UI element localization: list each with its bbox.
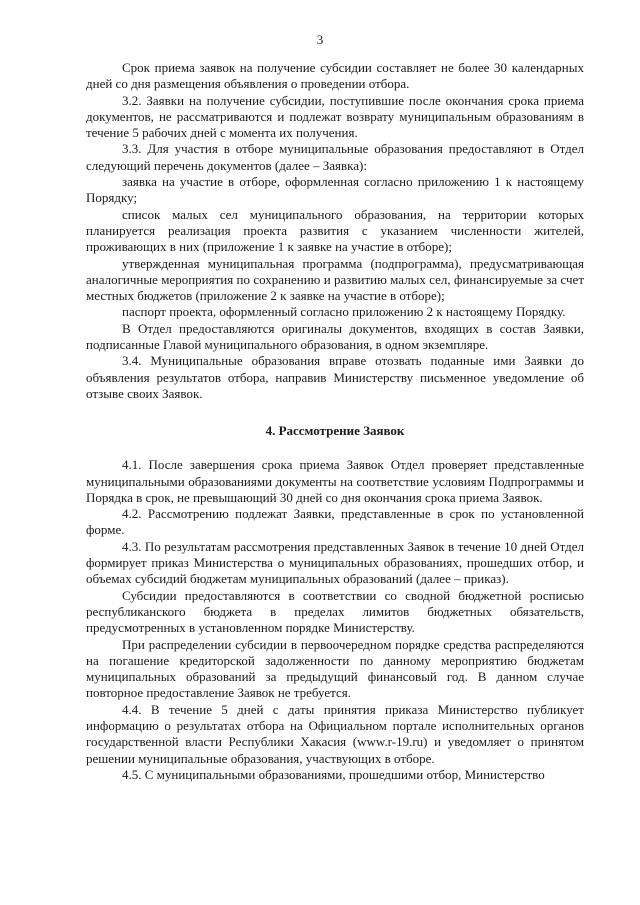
paragraph-originals: В Отдел предоставляются оригиналы документов, входящих в состав Заявки, подписанные Главой муниципального образования, в одном экземпляре. bbox=[86, 320, 584, 353]
section-heading: 4. Рассмотрение Заявок bbox=[265, 423, 405, 439]
paragraph-4-4: 4.4. В течение 5 дней с даты принятия приказа Министерство публикует информацию о результатах отбора на Официальном портале исполнительных органов государственной власти Республики Хакасия (www.r-19.ru) и уведомляет о принятом решении муниципальные образования, участвующих в отборе. bbox=[86, 701, 584, 766]
paragraph-municipal-program: утвержденная муниципальная программа (подпрограмма), предусматривающая аналогичные мероприятия по сохранению и развитию малых сел, финансируемые за счет местных бюджетов (приложение 2 к заявке на участие в отборе); bbox=[86, 255, 584, 304]
paragraph-application-form: заявка на участие в отборе, оформленная согласно приложению 1 к настоящему Порядку; bbox=[86, 174, 584, 206]
paragraph-3-2: 3.2. Заявки на получение субсидии, поступившие после окончания срока приема документов, не рассматриваются и подлежат возврату муниципальным образованиям в течение 5 рабочих дней с момента их получения. bbox=[86, 92, 584, 141]
paragraph-3-4: 3.4. Муниципальные образования вправе отозвать поданные ими Заявки до объявления результатов отбора, направив Министерству письменное уведомление об отзыве своих Заявок. bbox=[86, 353, 584, 401]
paragraph-3-3: 3.3. Для участия в отборе муниципальные образования предоставляют в Отдел следующий перечень документов (далее – Заявка): bbox=[86, 141, 584, 173]
paragraph-4-3: 4.3. По результатам рассмотрения представленных Заявок в течение 10 дней Отдел формирует приказ Министерства о муниципальных образованиях, прошедших отбор, и объемах субсидий бюджетам муниципальных образований (далее – приказ). bbox=[86, 538, 584, 587]
paragraph-4-5: 4.5. С муниципальными образованиями, прошедшими отбор, Министерство bbox=[122, 766, 545, 782]
paragraph-submission-period: Срок приема заявок на получение субсидии составляет не более 30 календарных дней со дня размещения объявления о проведении отбора. bbox=[86, 60, 584, 92]
paragraph-project-passport: паспорт проекта, оформленный согласно приложению 2 к настоящему Порядку. bbox=[122, 304, 566, 320]
document-body bbox=[86, 60, 584, 783]
page-number: 3 bbox=[316, 32, 324, 47]
paragraph-villages-list: список малых сел муниципального образования, на территории которых планируется реализация проекта развития с указанием численности жителей, проживающих в них (приложение 1 к заявке на участие в отборе); bbox=[86, 206, 584, 255]
paragraph-4-1: 4.1. После завершения срока приема Заявок Отдел проверяет представленные муниципальными образованиями документы на соответствие условиям Подпрограммы и Порядка в срок, не превышающий 30 дней со дня окончания срока приема Заявок. bbox=[86, 457, 584, 505]
paragraph-priority-distribution: При распределении субсидии в первоочередном порядке средства распределяются на погашение кредиторской задолженности по данному мероприятию бюджетам муниципальных образований за предыдущий финансовый год. В данном случае повторное предоставление Заявок не требуется. bbox=[86, 636, 584, 701]
paragraph-4-2: 4.2. Рассмотрению подлежат Заявки, представленные в срок по установленной форме. bbox=[86, 506, 584, 538]
paragraph-subsidy-budget: Субсидии предоставляются в соответствии со сводной бюджетной росписью республиканского бюджета в пределах лимитов бюджетных обязательств, предусмотренных в установленном порядке Министерству. bbox=[86, 587, 584, 636]
